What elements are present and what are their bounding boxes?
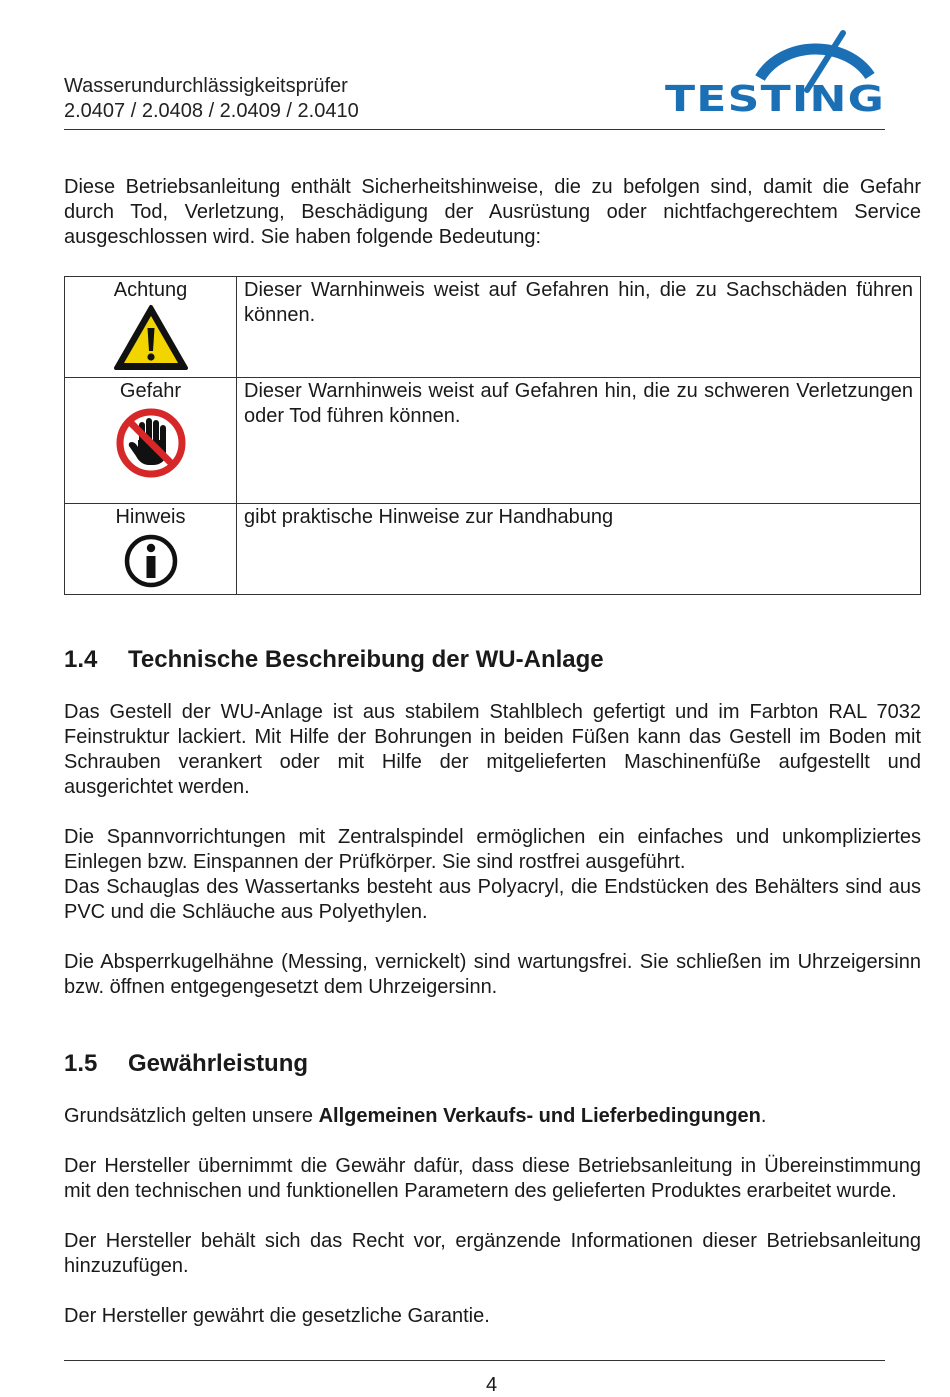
section-1-5-paragraph-4: Der Hersteller gewährt die gesetzliche Garantie. xyxy=(64,1305,490,1327)
section-title: Gewährleistung xyxy=(128,1050,309,1077)
warning-row-hinweis xyxy=(65,504,921,595)
stop-hand-icon xyxy=(114,406,188,480)
testing-logo xyxy=(660,28,890,118)
intro-paragraph: Diese Betriebsanleitung enthält Sicherheitshinweise, die zu befolgen sind, damit die Gefahr durch Tod, Verletzung, Beschädigung der Ausrüstung oder nichtfachgerechtem Service ausgeschlossen wird. Sie haben folgende Bedeutung: xyxy=(64,176,921,248)
section-1-5-paragraph-1 xyxy=(64,1104,921,1129)
section-number: 1.4 xyxy=(64,646,98,673)
text-run: . xyxy=(760,1105,767,1127)
warning-label-cell xyxy=(65,504,237,595)
terms-reference: Allgemeinen Verkaufs- und Lieferbedingungen xyxy=(318,1105,761,1127)
section-1-4-paragraph-3: Das Schauglas des Wassertanks besteht aus Polyacryl, die Endstücken des Behälters sind aus PVC und die Schläuche aus Polyethylen. xyxy=(64,876,921,923)
section-1-5-paragraph-2: Der Hersteller übernimmt die Gewähr dafür, dass diese Betriebsanleitung in Übereinstimmung mit den technischen und funktionellen Parametern des gelieferten Produktes erarbeitet wurde. xyxy=(64,1155,921,1202)
warning-label: Hinweis xyxy=(115,506,186,528)
warning-row-achtung xyxy=(65,277,921,378)
header-models: 2.0407 / 2.0408 / 2.0409 / 2.0410 xyxy=(64,100,359,122)
section-1-4-paragraph-2: Die Spannvorrichtungen mit Zentralspindel ermöglichen ein einfaches und unkompliziertes Einlegen bzw. Einspannen der Prüfkörper. Sie sind rostfrei ausgeführt. xyxy=(64,826,921,873)
header-title: Wasserundurchlässigkeitsprüfer xyxy=(64,75,348,97)
warning-table xyxy=(64,276,921,595)
warning-text: Dieser Warnhinweis weist auf Gefahren hin, die zu schweren Verletzungen oder Tod führen können. xyxy=(237,378,921,504)
warning-label-cell xyxy=(65,378,237,504)
text-run: Grundsätzlich gelten unsere xyxy=(64,1105,319,1127)
warning-label: Gefahr xyxy=(119,380,182,402)
warning-row-gefahr xyxy=(65,378,921,504)
warning-text: gibt praktische Hinweise zur Handhabung xyxy=(237,504,921,595)
section-1-4-paragraph-1: Das Gestell der WU-Anlage ist aus stabilem Stahlblech gefertigt und im Farbton RAL 7032 Feinstruktur lackiert. Mit Hilfe der Bohrungen in beiden Füßen kann das Gestell im Boden mit Schrauben verankert oder mit Hilfe der mitgelieferten Maschinenfüße aufgestellt und ausgerichtet werden. xyxy=(64,701,921,798)
info-icon xyxy=(123,533,179,589)
section-heading-1-5 xyxy=(64,1049,308,1079)
header-divider xyxy=(64,129,885,130)
section-heading-1-4 xyxy=(64,645,604,675)
warning-label: Achtung xyxy=(113,279,188,301)
footer-divider xyxy=(64,1360,885,1361)
section-number: 1.5 xyxy=(64,1050,98,1077)
logo-text: TESTING xyxy=(665,79,885,118)
section-title: Technische Beschreibung der WU-Anlage xyxy=(128,646,604,673)
section-1-4-paragraph-4: Die Absperrkugelhähne (Messing, vernickelt) sind wartungsfrei. Sie schließen im Uhrzeigersinn bzw. öffnen entgegengesetzt dem Uhrzeigersinn. xyxy=(64,951,921,998)
warning-triangle-icon xyxy=(113,303,189,373)
warning-label-cell xyxy=(65,277,237,378)
section-1-5-paragraph-3: Der Hersteller behält sich das Recht vor, ergänzende Informationen dieser Betriebsanleitung hinzuzufügen. xyxy=(64,1230,921,1277)
warning-text: Dieser Warnhinweis weist auf Gefahren hin, die zu Sachschäden führen können. xyxy=(237,277,921,378)
page-number: 4 xyxy=(485,1374,498,1396)
